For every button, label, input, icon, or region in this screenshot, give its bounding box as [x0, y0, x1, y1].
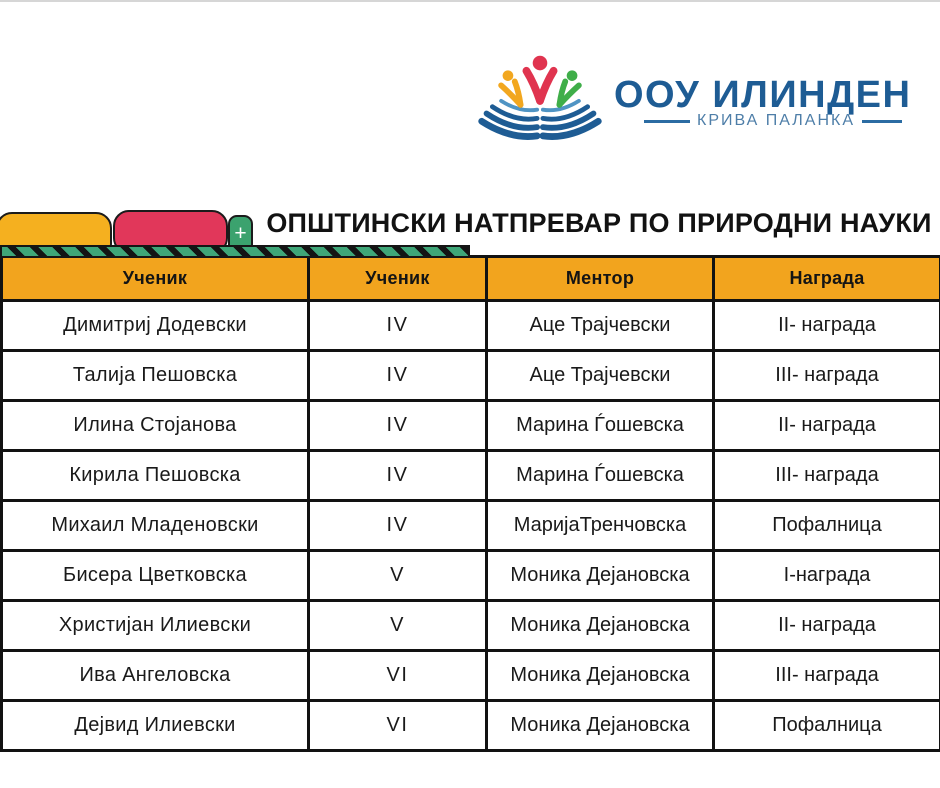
award-cell: Пофалница [714, 501, 940, 551]
mentor-cell: Моника Дејановска [487, 551, 714, 601]
award-cell: III- награда [714, 451, 940, 501]
mentor-cell: Моника Дејановска [487, 601, 714, 651]
school-location-row [644, 112, 912, 130]
header-cell-student: Ученик [2, 257, 309, 301]
student-cell: Илина Стојанова [2, 401, 309, 451]
award-cell: II- награда [714, 601, 940, 651]
table-row [2, 701, 940, 751]
table-row [2, 501, 940, 551]
plus-icon: + [234, 222, 247, 245]
grade-cell: VI [309, 651, 487, 701]
table-row [2, 351, 940, 401]
mentor-cell: Моника Дејановска [487, 651, 714, 701]
grade-cell: IV [309, 501, 487, 551]
school-logo [472, 52, 932, 152]
table-row [2, 451, 940, 501]
table-row [2, 301, 940, 351]
award-cell: II- награда [714, 401, 940, 451]
location-left-line [644, 120, 690, 123]
award-cell: I-награда [714, 551, 940, 601]
mentor-cell: Аце Трајчевски [487, 351, 714, 401]
grade-cell: IV [309, 451, 487, 501]
student-cell: Михаил Младеновски [2, 501, 309, 551]
header-cell-grade: Ученик [309, 257, 487, 301]
award-cell: III- награда [714, 651, 940, 701]
award-cell: Пофалница [714, 701, 940, 751]
student-cell: Талија Пешовска [2, 351, 309, 401]
mentor-cell: МаријаТренчовска [487, 501, 714, 551]
school-logo-icon [472, 54, 608, 142]
award-cell: II- награда [714, 301, 940, 351]
student-cell: Христијан Илиевски [2, 601, 309, 651]
table-row [2, 551, 940, 601]
mentor-cell: Моника Дејановска [487, 701, 714, 751]
figure-red [526, 71, 553, 101]
student-cell: Димитриј Додевски [2, 301, 309, 351]
hatched-strip [0, 245, 470, 258]
page-title: ОПШТИНСКИ НАТПРЕВАР ПО ПРИРОДНИ НАУКИ [266, 208, 932, 238]
student-cell: Бисера Цветковска [2, 551, 309, 601]
table-row [2, 651, 940, 701]
student-cell: Дејвид Илиевски [2, 701, 309, 751]
header-cell-mentor: Ментор [487, 257, 714, 301]
results-table [0, 255, 940, 752]
grade-cell: V [309, 551, 487, 601]
grade-cell: IV [309, 301, 487, 351]
grade-cell: IV [309, 351, 487, 401]
award-cell: III- награда [714, 351, 940, 401]
grade-cell: V [309, 601, 487, 651]
header-row [2, 257, 940, 301]
grade-cell: IV [309, 401, 487, 451]
results-table-body [2, 301, 940, 751]
student-cell: Кирила Пешовска [2, 451, 309, 501]
school-location: КРИВА ПАЛАНКА [697, 112, 855, 129]
location-right-line [862, 120, 902, 123]
header-cell-award: Награда [714, 257, 940, 301]
mentor-cell: Марина Ѓошевска [487, 451, 714, 501]
table-row [2, 601, 940, 651]
mentor-cell: Марина Ѓошевска [487, 401, 714, 451]
student-cell: Ива Ангеловска [2, 651, 309, 701]
results-table-header [2, 257, 940, 301]
grade-cell: VI [309, 701, 487, 751]
mentor-cell: Аце Трајчевски [487, 301, 714, 351]
school-name: ООУ ИЛИНДЕН [614, 74, 912, 116]
table-row [2, 401, 940, 451]
